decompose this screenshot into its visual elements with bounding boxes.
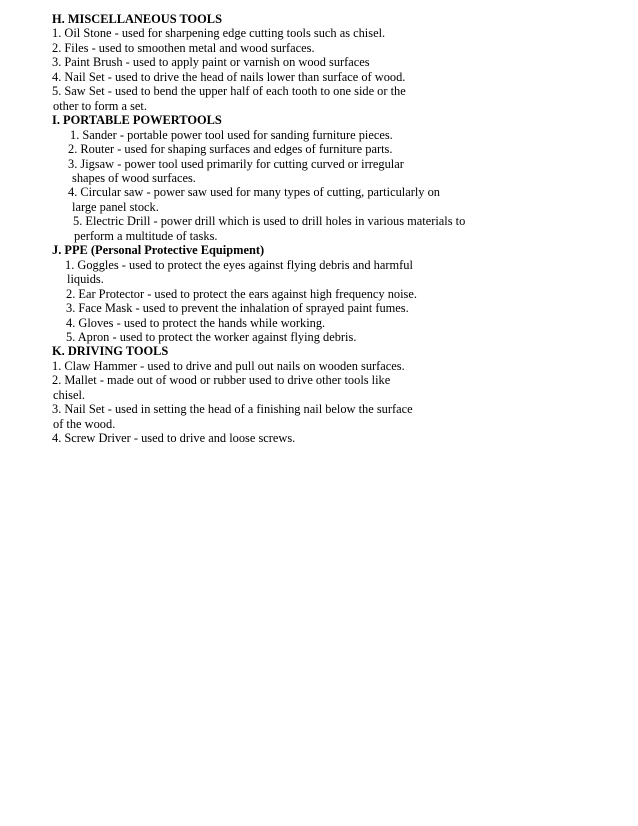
list-item: 4. Nail Set - used to drive the head of nails lower than surface of wood. bbox=[52, 69, 406, 84]
list-item: 2. Files - used to smoothen metal and wood surfaces. bbox=[52, 40, 315, 55]
list-item: 2. Mallet - made out of wood or rubber used to drive other tools like bbox=[52, 373, 391, 388]
list-item-continuation: perform a multitude of tasks. bbox=[74, 228, 218, 243]
list-item: 2. Ear Protector - used to protect the ears against high frequency noise. bbox=[66, 286, 417, 301]
section-driving-tools bbox=[52, 344, 612, 445]
list-item: 1. Goggles - used to protect the eyes against flying debris and harmful bbox=[65, 257, 413, 272]
section-heading: K. DRIVING TOOLS bbox=[52, 344, 169, 359]
section-heading: H. MISCELLANEOUS TOOLS bbox=[52, 12, 222, 26]
section-ppe bbox=[52, 243, 612, 344]
list-item: 3. Jigsaw - power tool used primarily for cutting curved or irregular bbox=[68, 156, 404, 171]
list-item: 4. Circular saw - power saw used for many types of cutting, particularly on bbox=[68, 185, 440, 200]
list-item: 5. Apron - used to protect the worker against flying debris. bbox=[66, 329, 357, 344]
list-item: 2. Router - used for shaping surfaces and edges of furniture parts. bbox=[68, 142, 393, 157]
list-item: 1. Claw Hammer - used to drive and pull out nails on wooden surfaces. bbox=[52, 358, 405, 373]
section-heading: J. PPE (Personal Protective Equipment) bbox=[52, 243, 265, 258]
list-item-continuation: large panel stock. bbox=[72, 199, 159, 214]
list-item: 4. Gloves - used to protect the hands while working. bbox=[66, 315, 326, 330]
list-item-continuation: of the wood. bbox=[53, 416, 116, 431]
section-miscellaneous-tools bbox=[52, 12, 612, 113]
list-item: 3. Paint Brush - used to apply paint or varnish on wood surfaces bbox=[52, 55, 370, 70]
section-portable-powertools bbox=[52, 113, 612, 243]
list-item-continuation: other to form a set. bbox=[53, 98, 147, 113]
list-item: 1. Oil Stone - used for sharpening edge cutting tools such as chisel. bbox=[52, 26, 386, 41]
list-item: 3. Face Mask - used to prevent the inhalation of sprayed paint fumes. bbox=[66, 301, 409, 316]
list-item-continuation: shapes of wood surfaces. bbox=[72, 170, 196, 185]
section-heading: I. PORTABLE POWERTOOLS bbox=[52, 113, 222, 128]
list-item: 3. Nail Set - used in setting the head of a finishing nail below the surface bbox=[52, 402, 413, 417]
list-item: 1. Sander - portable power tool used for sanding furniture pieces. bbox=[70, 127, 393, 142]
list-item-continuation: chisel. bbox=[53, 387, 85, 402]
list-item: 5. Electric Drill - power drill which is used to drill holes in various materials to bbox=[73, 214, 466, 229]
list-item-continuation: liquids. bbox=[67, 272, 104, 287]
document-page bbox=[52, 12, 612, 446]
list-item: 5. Saw Set - used to bend the upper half of each tooth to one side or the bbox=[52, 84, 406, 99]
list-item: 4. Screw Driver - used to drive and loose screws. bbox=[52, 431, 296, 446]
